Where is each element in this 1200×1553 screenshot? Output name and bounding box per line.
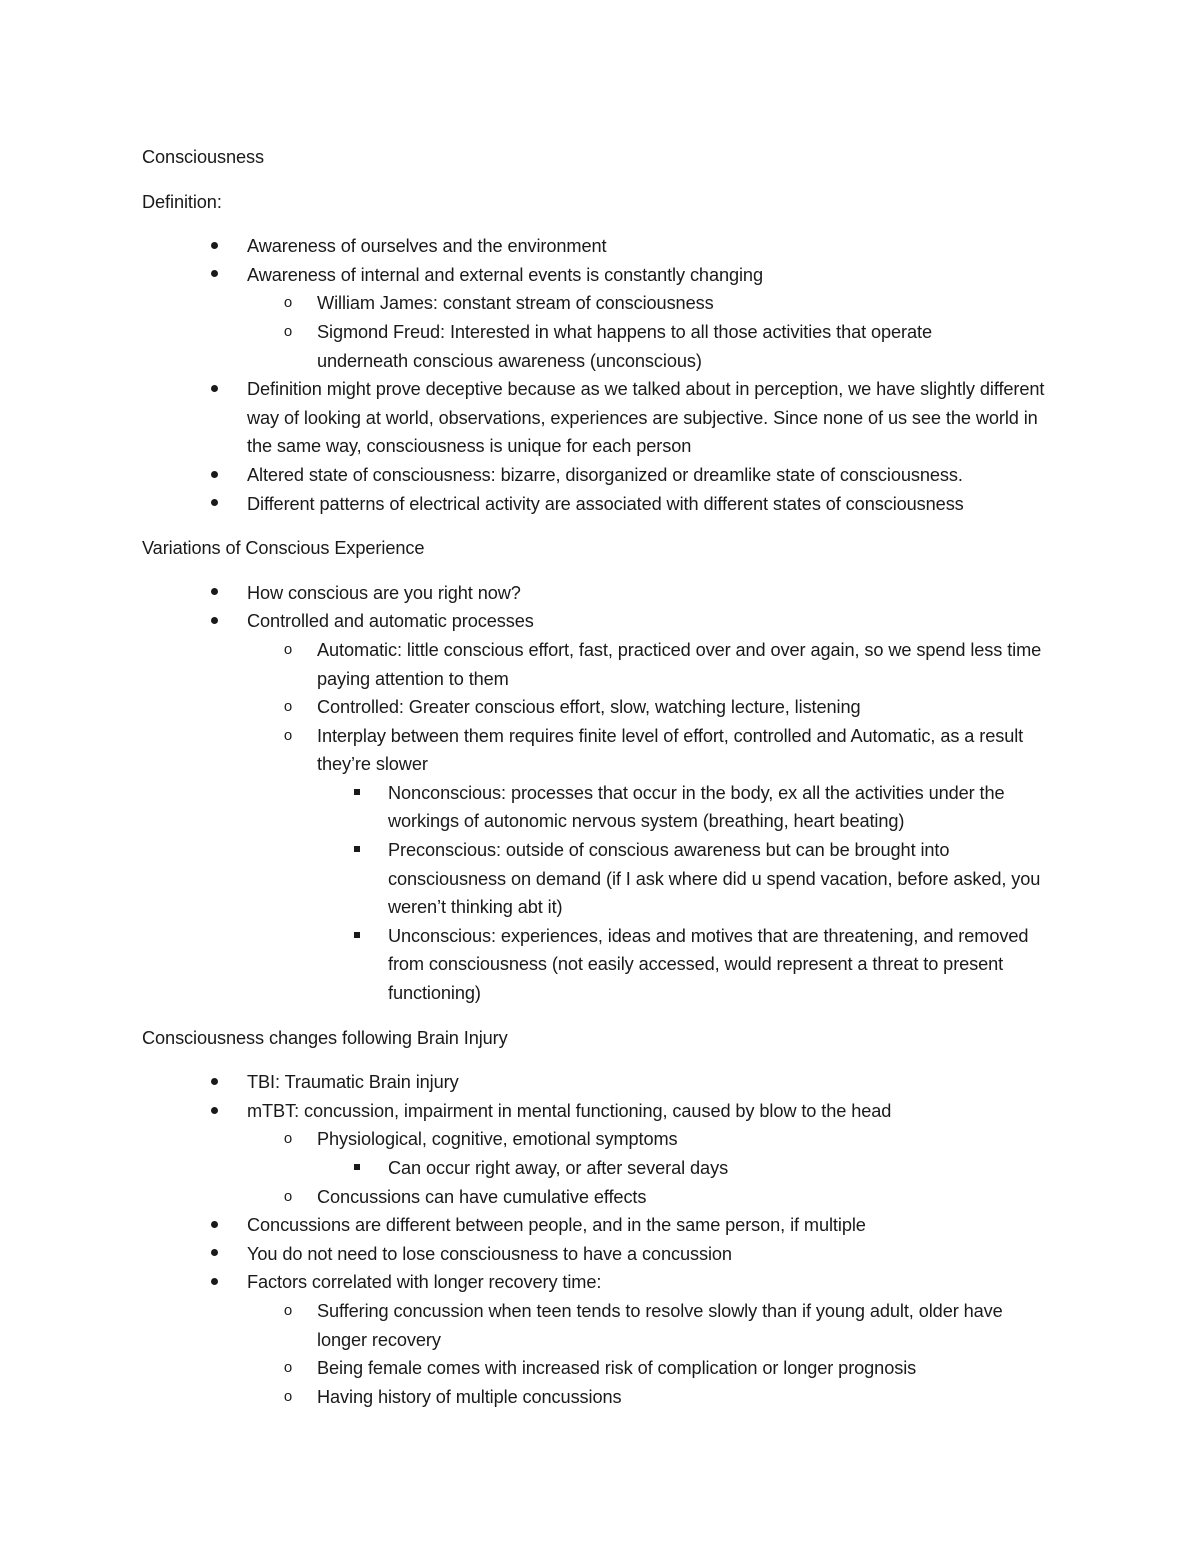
bullet-dot-icon: [204, 461, 224, 490]
list-item: o Being female comes with increased risk of complication or longer prognosis: [142, 1354, 1062, 1383]
list-item: Different patterns of electrical activity are associated with different states of consciousness: [142, 490, 1062, 519]
list-item: Nonconscious: processes that occur in the body, ex all the activities under the workings of autonomic nervous system (breathing, heart beating): [142, 779, 1062, 836]
brain-injury-list: [142, 1068, 1062, 1411]
list-item: Controlled and automatic processes: [142, 607, 1062, 636]
list-item: Preconscious: outside of conscious awareness but can be brought into consciousness on demand (if I ask where did u spend vacation, before asked, you weren’t thinking abt it): [142, 836, 1062, 922]
bullet-square-icon: [347, 779, 367, 808]
definition-list: [142, 232, 1062, 518]
bullet-dot-icon: [204, 1268, 224, 1297]
list-item: o Controlled: Greater conscious effort, slow, watching lecture, listening: [142, 693, 1062, 722]
variations-heading: Variations of Conscious Experience: [142, 538, 425, 559]
brain-injury-heading: Consciousness changes following Brain Injury: [142, 1027, 508, 1048]
document-body: [142, 143, 1062, 1411]
list-item: Factors correlated with longer recovery time:: [142, 1268, 1062, 1297]
document-title: Consciousness: [142, 147, 265, 167]
bullet-circle-icon: o: [283, 1359, 293, 1377]
bullet-circle-icon: o: [283, 698, 293, 716]
list-item: Definition might prove deceptive because as we talked about in perception, we have slightly different way of looking at world, observations, experiences are subjective. Since none of us see the world in the same way, consciousness is unique for each person: [142, 375, 1062, 461]
list-item: o Interplay between them requires finite level of effort, controlled and Automatic, as a result they’re slower: [142, 722, 1062, 779]
bullet-dot-icon: [204, 579, 224, 608]
list-item: o Suffering concussion when teen tends to resolve slowly than if young adult, older have longer recovery: [142, 1297, 1062, 1354]
bullet-circle-icon: o: [283, 322, 293, 340]
list-item: o Physiological, cognitive, emotional symptoms: [142, 1125, 1062, 1154]
list-item: Concussions are different between people, and in the same person, if multiple: [142, 1211, 1062, 1240]
list-item: o Automatic: little conscious effort, fast, practiced over and over again, so we spend less time paying attention to them: [142, 636, 1062, 693]
bullet-circle-icon: o: [283, 1387, 293, 1405]
list-item: Awareness of ourselves and the environment: [142, 232, 1062, 261]
bullet-circle-icon: o: [283, 1187, 293, 1205]
bullet-dot-icon: [204, 1240, 224, 1269]
bullet-dot-icon: [204, 1068, 224, 1097]
list-item: TBI: Traumatic Brain injury: [142, 1068, 1062, 1097]
bullet-dot-icon: [204, 232, 224, 261]
bullet-square-icon: [347, 1154, 367, 1183]
bullet-circle-icon: o: [283, 294, 293, 312]
bullet-square-icon: [347, 922, 367, 951]
list-item: How conscious are you right now?: [142, 579, 1062, 608]
bullet-dot-icon: [204, 490, 224, 519]
bullet-circle-icon: o: [283, 726, 293, 744]
bullet-circle-icon: o: [283, 1301, 293, 1319]
list-item: You do not need to lose consciousness to have a concussion: [142, 1240, 1062, 1269]
list-item: Awareness of internal and external events is constantly changing: [142, 261, 1062, 290]
bullet-circle-icon: o: [283, 1130, 293, 1148]
bullet-square-icon: [347, 836, 367, 865]
list-item: o Having history of multiple concussions: [142, 1383, 1062, 1412]
list-item: Altered state of consciousness: bizarre, disorganized or dreamlike state of consciousness.: [142, 461, 1062, 490]
list-item: o Concussions can have cumulative effects: [142, 1183, 1062, 1212]
definition-heading: Definition:: [142, 191, 222, 212]
list-item: o William James: constant stream of consciousness: [142, 289, 1062, 318]
list-item: mTBT: concussion, impairment in mental functioning, caused by blow to the head: [142, 1097, 1062, 1126]
variations-list: [142, 579, 1062, 1008]
bullet-dot-icon: [204, 1097, 224, 1126]
list-item: Unconscious: experiences, ideas and motives that are threatening, and removed from consciousness (not easily accessed, would represent a threat to present functioning): [142, 922, 1062, 1008]
list-item: Can occur right away, or after several days: [142, 1154, 1062, 1183]
bullet-dot-icon: [204, 261, 224, 290]
bullet-circle-icon: o: [283, 640, 293, 658]
bullet-dot-icon: [204, 375, 224, 404]
bullet-dot-icon: [204, 607, 224, 636]
bullet-dot-icon: [204, 1211, 224, 1240]
list-item: o Sigmond Freud: Interested in what happens to all those activities that operate underneath conscious awareness (unconscious): [142, 318, 1062, 375]
